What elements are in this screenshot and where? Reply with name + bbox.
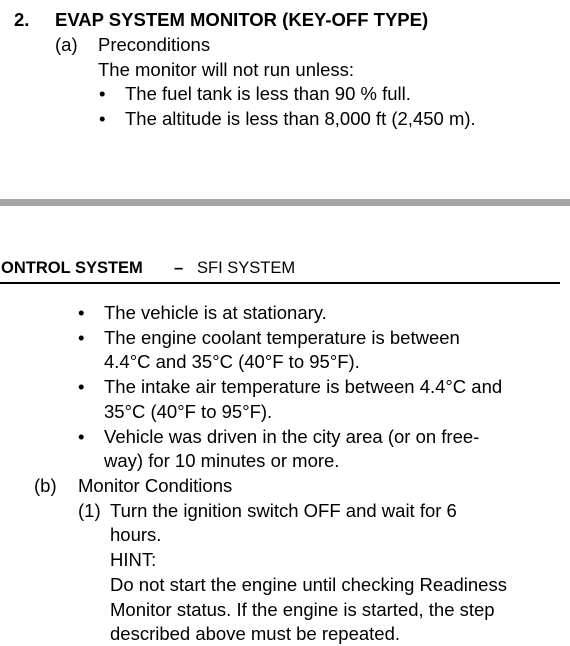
precondition-item: The altitude is less than 8,000 ft (2,450 m). [125,108,476,129]
hint-text: described above must be repeated. [110,623,401,644]
precondition-item: The vehicle is at stationary. [104,302,327,323]
precondition-item-continued: way) for 10 minutes or more. [104,450,340,471]
bullet-icon: • [99,83,106,104]
page-header-title: ONTROL SYSTEM [1,259,143,277]
bullet-icon: • [78,327,85,348]
step-text: Turn the ignition switch OFF and wait for 6 [110,500,457,521]
hint-label: HINT: [110,549,157,570]
precondition-item: The intake air temperature is between 4.4°C and [104,376,503,397]
page-header-separator: – [174,259,184,277]
monitor-conditions-title: Monitor Conditions [78,475,233,496]
precondition-item: The fuel tank is less than 90 % full. [125,83,411,104]
monitor-conditions-label: (b) [34,475,57,496]
bullet-icon: • [78,376,85,397]
bullet-icon: • [99,108,106,129]
preconditions-title: Preconditions [98,34,211,55]
section-title: EVAP SYSTEM MONITOR (KEY-OFF TYPE) [55,9,429,30]
hint-text: Do not start the engine until checking Readiness [110,574,507,595]
hint-text: Monitor status. If the engine is started, the step [110,599,495,620]
monitor-intro: The monitor will not run unless: [98,59,355,80]
step-text-continued: hours. [110,524,162,545]
precondition-item-continued: 4.4°C and 35°C (40°F to 95°F). [104,351,360,372]
precondition-item: Vehicle was driven in the city area (or on free- [104,426,480,447]
section-number: 2. [14,9,30,30]
page-header-subtitle: SFI SYSTEM [197,259,296,277]
preconditions-label: (a) [55,34,78,55]
step-number: (1) [78,500,101,521]
header-rule [0,282,560,284]
bullet-icon: • [78,426,85,447]
precondition-item: The engine coolant temperature is between [104,327,460,348]
precondition-item-continued: 35°C (40°F to 95°F). [104,401,273,422]
page-break-bar [0,199,570,206]
bullet-icon: • [78,302,85,323]
